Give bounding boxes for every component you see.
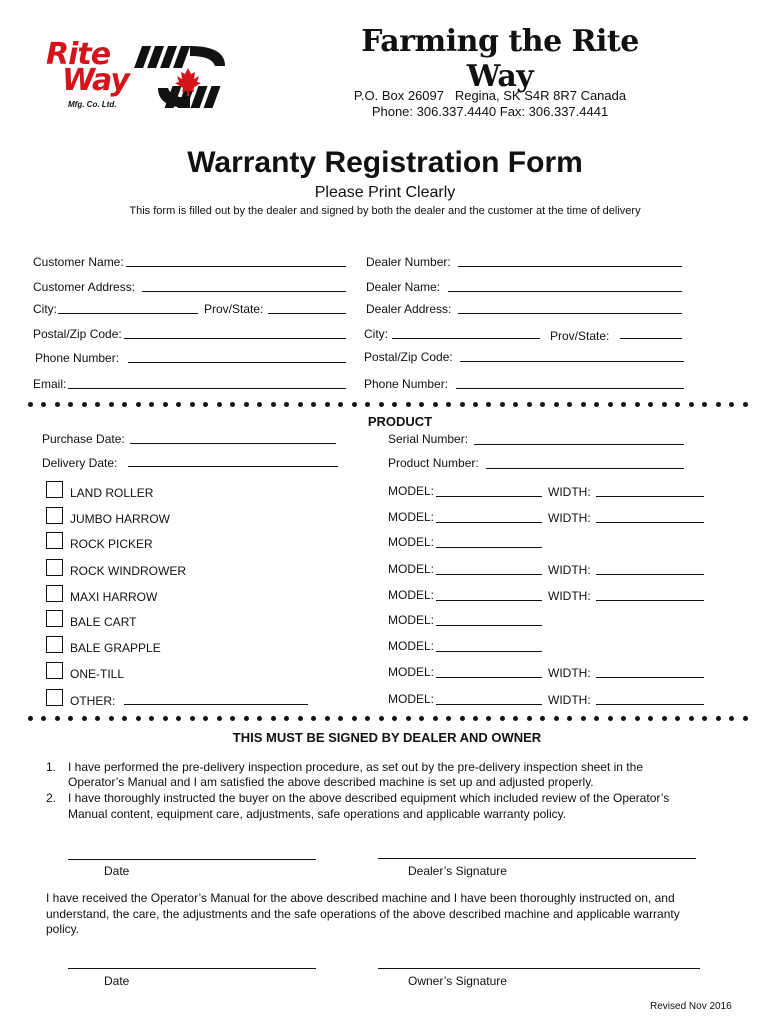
customer-city-label: City:	[33, 302, 57, 316]
owner-date-label: Date	[104, 974, 130, 988]
model-field[interactable]	[436, 677, 542, 678]
width-label: WIDTH:	[548, 485, 591, 499]
customer-name-field[interactable]	[126, 266, 346, 267]
divider-dot	[28, 716, 33, 721]
dealer-postal-label: Postal/Zip Code:	[364, 350, 453, 364]
divider-dot	[379, 402, 384, 407]
product-checkbox[interactable]	[46, 662, 63, 679]
divider-dot	[500, 402, 505, 407]
product-label: ROCK WINDROWER	[70, 564, 186, 578]
width-label: WIDTH:	[548, 511, 591, 525]
divider-dot	[460, 716, 465, 721]
divider-dot	[621, 716, 626, 721]
company-address: P.O. Box 26097 Regina, SK S4R 8R7 Canada	[353, 88, 627, 103]
width-label: WIDTH:	[548, 589, 591, 603]
divider-dot	[163, 716, 168, 721]
serial-number-field[interactable]	[474, 444, 684, 445]
divider-dot	[513, 716, 518, 721]
model-label: MODEL:	[388, 588, 435, 602]
divider-dot	[554, 402, 559, 407]
divider-dot	[298, 402, 303, 407]
divider-dot	[406, 402, 411, 407]
divider-dot	[95, 716, 100, 721]
customer-phone-field[interactable]	[128, 362, 346, 363]
divider-dot	[689, 716, 694, 721]
statement-2-line-1: I have thoroughly instructed the buyer on the above described equipment which included review of the Operator’s	[68, 791, 670, 805]
delivery-date-label: Delivery Date:	[42, 456, 118, 470]
customer-prov-field[interactable]	[268, 313, 346, 314]
product-label: JUMBO HARROW	[70, 512, 170, 526]
dealer-postal-field[interactable]	[460, 361, 684, 362]
dealer-number-field[interactable]	[458, 266, 682, 267]
model-field[interactable]	[436, 651, 542, 652]
revision-note: Revised Nov 2016	[650, 1001, 732, 1012]
customer-city-field[interactable]	[58, 313, 198, 314]
logo-sub-text: Mfg. Co. Ltd.	[68, 100, 117, 109]
divider-dot	[702, 402, 707, 407]
divider-dot	[567, 716, 572, 721]
logo-way-text: Way	[62, 63, 129, 98]
model-label: MODEL:	[388, 692, 435, 706]
divider-dot	[406, 716, 411, 721]
product-checkbox[interactable]	[46, 610, 63, 627]
dot-divider	[28, 716, 748, 724]
divider-dot	[338, 402, 343, 407]
divider-dot	[82, 716, 87, 721]
divider-dot	[55, 716, 60, 721]
divider-dot	[136, 716, 141, 721]
customer-email-label: Email:	[33, 377, 67, 391]
divider-dot	[419, 402, 424, 407]
width-field[interactable]	[596, 522, 704, 523]
width-label: WIDTH:	[548, 693, 591, 707]
divider-dot	[109, 402, 114, 407]
model-label: MODEL:	[388, 639, 435, 653]
form-instructions: This form is filled out by the dealer and signed by both the dealer and the customer at the time of delivery	[129, 205, 641, 217]
divider-dot	[149, 716, 154, 721]
model-label: MODEL:	[388, 535, 435, 549]
divider-dot	[716, 402, 721, 407]
model-field[interactable]	[436, 522, 542, 523]
divider-dot	[163, 402, 168, 407]
tagline: Farming the Rite Way	[361, 24, 639, 94]
dealer-prov-label: Prov/State:	[550, 329, 610, 343]
dealer-name-field[interactable]	[448, 291, 682, 292]
divider-dot	[581, 716, 586, 721]
width-field[interactable]	[596, 574, 704, 575]
divider-dot	[675, 716, 680, 721]
dealer-address-label: Dealer Address:	[366, 302, 452, 316]
divider-dot	[311, 402, 316, 407]
dealer-signature-field[interactable]	[378, 858, 696, 859]
width-field[interactable]	[596, 704, 704, 705]
divider-dot	[594, 402, 599, 407]
model-field[interactable]	[436, 574, 542, 575]
dealer-number-label: Dealer Number:	[366, 255, 451, 269]
divider-dot	[55, 402, 60, 407]
divider-dot	[581, 402, 586, 407]
customer-prov-label: Prov/State:	[204, 302, 264, 316]
divider-dot	[365, 402, 370, 407]
divider-dot	[446, 402, 451, 407]
product-checkbox[interactable]	[46, 585, 63, 602]
divider-dot	[716, 716, 721, 721]
divider-dot	[217, 716, 222, 721]
divider-dot	[513, 402, 518, 407]
owner-statement-line-1: I have received the Operator’s Manual for the above described machine and I have been thoroughly instructed on, and	[46, 891, 675, 905]
divider-dot	[486, 402, 491, 407]
divider-dot	[271, 716, 276, 721]
divider-dot	[284, 716, 289, 721]
product-number-field[interactable]	[486, 468, 684, 469]
delivery-date-field[interactable]	[128, 466, 338, 467]
divider-dot	[271, 402, 276, 407]
customer-address-field[interactable]	[142, 291, 346, 292]
divider-dot	[540, 716, 545, 721]
width-field[interactable]	[596, 677, 704, 678]
divider-dot	[392, 716, 397, 721]
owner-signature-label: Owner’s Signature	[408, 974, 507, 988]
signing-heading: THIS MUST BE SIGNED BY DEALER AND OWNER	[232, 730, 542, 745]
divider-dot	[230, 716, 235, 721]
statement-2-line-2: Manual content, equipment care, adjustments, safe operations and applicable warranty policy.	[68, 807, 567, 821]
model-label: MODEL:	[388, 613, 435, 627]
width-label: WIDTH:	[548, 666, 591, 680]
dealer-name-label: Dealer Name:	[366, 280, 441, 294]
width-label: WIDTH:	[548, 563, 591, 577]
dealer-address-field[interactable]	[458, 313, 682, 314]
divider-dot	[41, 716, 46, 721]
divider-dot	[729, 402, 734, 407]
statement-1-line-1: I have performed the pre-delivery inspection procedure, as set out by the pre-delivery inspection sheet in the	[68, 760, 643, 774]
divider-dot	[311, 716, 316, 721]
divider-dot	[325, 402, 330, 407]
divider-dot	[702, 716, 707, 721]
divider-dot	[203, 716, 208, 721]
dealer-city-label: City:	[364, 327, 388, 341]
serial-number-label: Serial Number:	[388, 432, 469, 446]
model-field[interactable]	[436, 600, 542, 601]
divider-dot	[621, 402, 626, 407]
product-checkbox[interactable]	[46, 507, 63, 524]
divider-dot	[203, 402, 208, 407]
divider-dot	[419, 716, 424, 721]
divider-dot	[28, 402, 33, 407]
form-subtitle: Please Print Clearly	[314, 184, 456, 201]
divider-dot	[325, 716, 330, 721]
divider-dot	[648, 402, 653, 407]
divider-dot	[95, 402, 100, 407]
divider-dot	[433, 402, 438, 407]
customer-postal-field[interactable]	[124, 338, 346, 339]
divider-dot	[608, 402, 613, 407]
divider-dot	[122, 402, 127, 407]
divider-dot	[217, 402, 222, 407]
dealer-city-field[interactable]	[392, 338, 540, 339]
model-field[interactable]	[436, 496, 542, 497]
model-label: MODEL:	[388, 665, 435, 679]
other-product-field[interactable]	[124, 704, 308, 705]
divider-dot	[460, 402, 465, 407]
divider-dot	[244, 716, 249, 721]
model-field[interactable]	[436, 625, 542, 626]
product-number-label: Product Number:	[388, 456, 479, 470]
divider-dot	[743, 402, 748, 407]
owner-signature-field[interactable]	[378, 968, 700, 969]
statement-1-number: 1.	[46, 760, 57, 774]
divider-dot	[257, 716, 262, 721]
dot-divider	[28, 402, 748, 410]
divider-dot	[662, 716, 667, 721]
divider-dot	[352, 716, 357, 721]
divider-dot	[149, 402, 154, 407]
divider-dot	[648, 716, 653, 721]
product-label: BALE CART	[70, 615, 137, 629]
divider-dot	[68, 716, 73, 721]
dealer-phone-label: Phone Number:	[364, 377, 449, 391]
divider-dot	[244, 402, 249, 407]
dealer-prov-field[interactable]	[620, 338, 682, 339]
width-field[interactable]	[596, 496, 704, 497]
divider-dot	[662, 402, 667, 407]
divider-dot	[41, 402, 46, 407]
divider-dot	[122, 716, 127, 721]
divider-dot	[352, 402, 357, 407]
divider-dot	[284, 402, 289, 407]
model-label: MODEL:	[388, 484, 435, 498]
product-label: LAND ROLLER	[70, 486, 154, 500]
divider-dot	[527, 716, 532, 721]
divider-dot	[635, 716, 640, 721]
divider-dot	[176, 402, 181, 407]
divider-dot	[190, 402, 195, 407]
purchase-date-field[interactable]	[130, 443, 336, 444]
company-phone: Phone: 306.337.4440 Fax: 306.337.4441	[371, 104, 609, 119]
customer-name-label: Customer Name:	[33, 255, 124, 269]
divider-dot	[230, 402, 235, 407]
divider-dot	[486, 716, 491, 721]
product-checkbox[interactable]	[46, 532, 63, 549]
divider-dot	[338, 716, 343, 721]
product-label: OTHER:	[70, 694, 116, 708]
product-checkbox[interactable]	[46, 689, 63, 706]
model-field[interactable]	[436, 547, 542, 548]
customer-phone-label: Phone Number:	[35, 351, 120, 365]
divider-dot	[136, 402, 141, 407]
divider-dot	[446, 716, 451, 721]
model-label: MODEL:	[388, 510, 435, 524]
divider-dot	[298, 716, 303, 721]
dealer-signature-label: Dealer’s Signature	[408, 864, 507, 878]
product-label: MAXI HARROW	[70, 590, 158, 604]
divider-dot	[190, 716, 195, 721]
divider-dot	[689, 402, 694, 407]
product-label: ONE-TILL	[70, 667, 125, 681]
product-label: BALE GRAPPLE	[70, 641, 161, 655]
customer-email-field[interactable]	[68, 388, 346, 389]
owner-statement-line-3: policy.	[46, 922, 80, 936]
divider-dot	[743, 716, 748, 721]
divider-dot	[567, 402, 572, 407]
divider-dot	[109, 716, 114, 721]
divider-dot	[608, 716, 613, 721]
customer-postal-label: Postal/Zip Code:	[33, 327, 122, 341]
customer-address-label: Customer Address:	[33, 280, 136, 294]
product-checkbox[interactable]	[46, 636, 63, 653]
divider-dot	[473, 716, 478, 721]
divider-dot	[68, 402, 73, 407]
statement-1-line-2: Operator’s Manual and I am satisfied the above described machine is set up and adjusted properly.	[68, 775, 594, 789]
rite-way-logo	[40, 38, 255, 116]
divider-dot	[473, 402, 478, 407]
model-label: MODEL:	[388, 562, 435, 576]
product-checkbox[interactable]	[46, 481, 63, 498]
divider-dot	[433, 716, 438, 721]
divider-dot	[554, 716, 559, 721]
divider-dot	[635, 402, 640, 407]
divider-dot	[82, 402, 87, 407]
dealer-date-label: Date	[104, 864, 130, 878]
divider-dot	[540, 402, 545, 407]
owner-statement-line-2: understand, the care, the adjustments and the safe operations of the above described machine and applicable warranty	[46, 907, 680, 921]
model-field[interactable]	[436, 704, 542, 705]
divider-dot	[594, 716, 599, 721]
divider-dot	[527, 402, 532, 407]
purchase-date-label: Purchase Date:	[42, 432, 125, 446]
product-checkbox[interactable]	[46, 559, 63, 576]
statement-2-number: 2.	[46, 791, 57, 805]
divider-dot	[365, 716, 370, 721]
divider-dot	[500, 716, 505, 721]
width-field[interactable]	[596, 600, 704, 601]
divider-dot	[729, 716, 734, 721]
product-heading: PRODUCT	[367, 414, 433, 429]
owner-date-field[interactable]	[68, 968, 316, 969]
logo-rite-text: Rite	[46, 37, 111, 72]
form-title: Warranty Registration Form	[187, 146, 583, 179]
divider-dot	[257, 402, 262, 407]
divider-dot	[379, 716, 384, 721]
divider-dot	[675, 402, 680, 407]
dealer-phone-field[interactable]	[456, 388, 684, 389]
dealer-date-field[interactable]	[68, 859, 316, 860]
product-label: ROCK PICKER	[70, 537, 153, 551]
divider-dot	[176, 716, 181, 721]
divider-dot	[392, 402, 397, 407]
